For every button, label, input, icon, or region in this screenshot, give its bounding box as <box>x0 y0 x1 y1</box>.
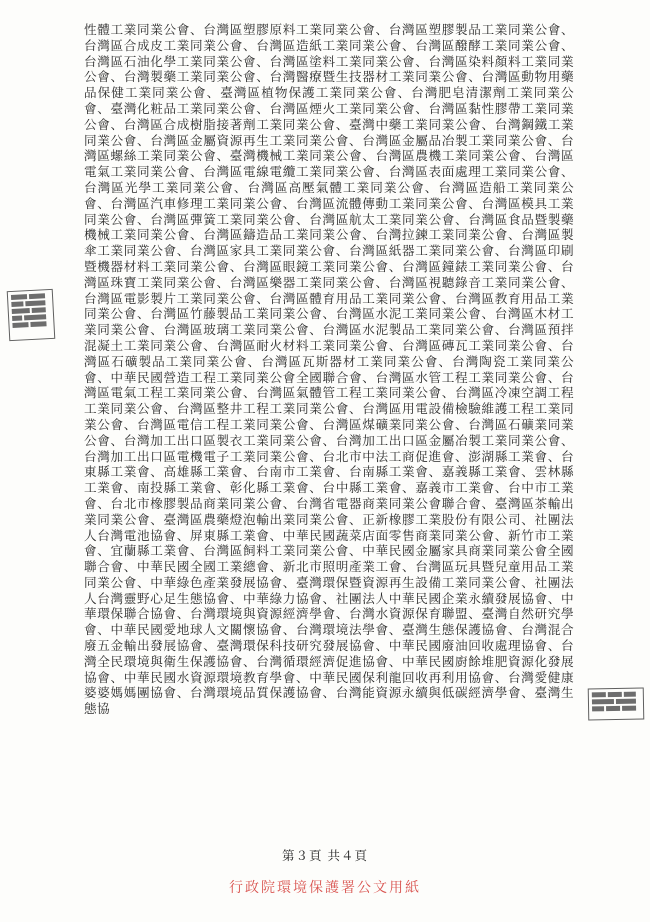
footer-letterhead-title: 行政院環境保護署公文用紙 <box>229 880 421 896</box>
official-seal-stamp-left <box>7 289 56 341</box>
page-number: 第３頁 共４頁 <box>282 848 368 863</box>
official-seal-stamp-right <box>588 688 645 721</box>
document-body-text: 性體工業同業公會、台灣區塑膠原料工業同業公會、台灣區塑膠製品工業同業公會、台灣區合成皮工業同業公會、台灣區造紙工業同業公會、台灣區醱酵工業同業公會、台灣區石油化學工業同業公會、台灣區塗料工業同業公會、台灣區染料顏料工業同業公會、台灣製藥工業同業公會、台灣醫療暨生技器材工業同業公會、台灣區動物用藥品保健工業同業公會、臺灣區植物保護工業同業公會、台灣肥皂清潔劑工業同業公會、臺灣化粧品工業同業公會、台灣區煙火工業同業公會、台灣區黏性膠帶工業同業公會、台灣區合成樹脂接著劑工業同業公會、臺灣中藥工業同業公會、台灣鋼鐵工業同業公會、台灣區金屬資源再生工業同業公會、台灣區金屬品冶製工業同業公會、台灣區螺絲工業同業公會、臺灣機械工業同業公會、台灣區農機工業同業公會、台灣區電氣工業同業公會、台灣區電線電纜工業同業公會、台灣區表面處理工業同業公會、台灣區光學工業同業公會、台灣區高壓氣體工業同業公會、台灣區造船工業同業公會、台灣區汽車修理工業同業公會、台灣區流體傳動工業同業公會、台灣區模具工業同業公會、台灣區彈簧工業同業公會、台灣區航太工業同業公會、台灣區食品暨製藥機械工業同業公會、台灣區鑄造品工業同業公會、台灣拉鍊工業同業公會、台灣區製傘工業同業公會、台灣區家具工業同業公會、台灣區紙器工業同業公會、台灣區印刷暨機器材料工業同業公會、台灣區眼鏡工業同業公會、台灣區鐘錶工業同業公會、台灣區珠寶工業同業公會、台灣區樂器工業同業公會、台灣區視聽錄音工業同業公會、台灣區電影製片工業同業公會、台灣區體育用品工業同業公會、台灣區教育用品工業同業公會、台灣區竹藤製品工業同業公會、台灣區水泥工業同業公會、台灣區木材工業同業公會、台灣區玻璃工業同業公會、台灣區水泥製品工業同業公會、台灣區預拌混凝土工業同業公會、台灣區耐火材料工業同業公會、台灣區磚瓦工業同業公會、台灣區石礦製品工業同業公會、台灣區瓦斯器材工業同業公會、台灣陶瓷工業同業公會、中華民國營造工程工業同業公會全國聯合會、台灣區水管工程工業同業公會、台灣區電氣工程工業同業公會、台灣區氣體管工程工業同業公會、台灣區冷凍空調工程工業同業公會、台灣區整井工程工業同業公會、台灣區用電設備檢驗維護工程工業同業公會、台灣區電信工程工業同業公會、台灣區煤礦業同業公會、台灣區石礦業同業公會、台灣加工出口區製衣工業同業公會、台灣加工出口區金屬冶製工業同業公會、台灣加工出口區電機電子工業同業公會、台北市中法工商促進會、澎湖縣工業會、台東縣工業會、高雄縣工業會、台南市工業會、台南縣工業會、嘉義縣工業會、雲林縣工業會、南投縣工業會、彰化縣工業會、台中縣工業會、嘉義市工業會、台中市工業會、台北市橡膠製品商業同業公會、台灣省電器商業同業公會聯合會、臺灣區茶輸出業同業公會、臺灣區農藥燈泡輸出業同業公會、正新橡膠工業股份有限公司、社團法人台灣電池協會、屏東縣工業會、中華民國蔬菜店面零售商業同業公會、新竹市工業會、宜蘭縣工業會、台灣區飼料工業同業公會、中華民國金屬家具商業同業公會全國聯合會、中華民國全國工業總會、新北市照明產業工會、台灣區玩具暨兒童用品工業同業公會、中華綠色產業發展協會、臺灣環保暨資源再生設備工業同業公會、社團法人台灣靈野心足生態協會、中華綠力協會、社團法人中華民國企業永續發展協會、中華環保聯合協會、台灣環境與資源經濟學會、台灣水資源保育聯盟、臺灣自然研究學會、中華民國愛地球人文關懷協會、台灣環境法學會、臺灣生態保護協會、台灣混合廢五金輸出發展協會、臺灣環保科技研究發展協會、中華民國廢油回收處理協會、台灣全民環境與衛生保護協會、台灣循環經濟促進協會、中華民國廚餘堆肥資源化發展協會、中華民國水資源環境教育學會、中華民國保利龍回收再利用協會、台灣愛健康婆婆媽媽團協會、台灣環境品質保護協會、台灣能資源永續與低碳經濟學會、臺灣生態協 <box>84 22 574 717</box>
